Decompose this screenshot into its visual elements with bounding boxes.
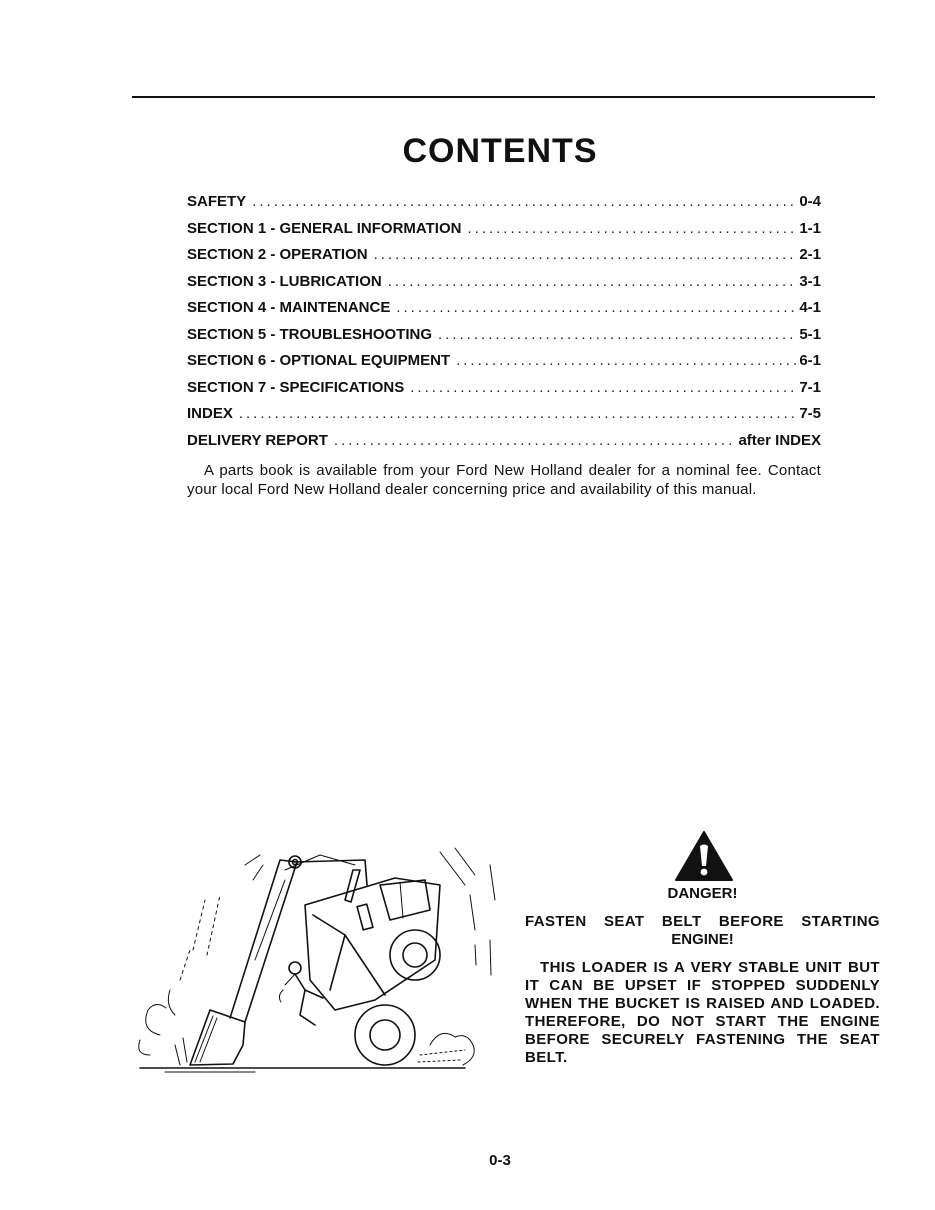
toc-entry-page: 1-1 — [799, 219, 821, 237]
toc-entry-label: SECTION 5 - TROUBLESHOOTING — [187, 325, 433, 343]
toc-entry-page: 4-1 — [799, 299, 821, 316]
toc-leader-dots — [410, 379, 797, 396]
toc-entry-section-1[interactable] — [187, 220, 821, 247]
warning-triangle-icon — [674, 830, 734, 882]
toc-leader-dots — [456, 352, 797, 369]
toc-leader-dots — [396, 299, 797, 316]
toc-entry-label: SECTION 3 - LUBRICATION — [187, 272, 382, 290]
toc-entry-page: 5-1 — [799, 325, 821, 343]
toc-entry-index[interactable] — [187, 405, 821, 432]
toc-entry-page: 0-4 — [799, 193, 821, 210]
toc-entry-section-4[interactable] — [187, 299, 821, 326]
toc-entry-label: SAFETY — [187, 193, 247, 210]
toc-entry-page: after INDEX — [738, 431, 821, 449]
toc-entry-label: DELIVERY REPORT — [187, 431, 328, 449]
toc-leader-dots — [252, 193, 797, 210]
toc-entry-section-5[interactable] — [187, 326, 821, 353]
toc-entry-page: 3-1 — [799, 272, 821, 290]
toc-entry-label: SECTION 1 - GENERAL INFORMATION — [187, 219, 462, 237]
page-title: CONTENTS — [402, 132, 598, 170]
toc-entry-page: 7-1 — [799, 378, 821, 396]
danger-body-text: THIS LOADER IS A VERY STABLE UNIT BUT IT CAN BE UPSET IF STOPPED SUDDENLY WHEN THE BUCKET IS RAISED AND LOADED. THEREFORE, DO NOT START THE ENGINE BEFORE SECURELY FASTENING THE SEAT BELT. — [525, 959, 880, 1066]
toc-entry-section-7[interactable] — [187, 379, 821, 406]
danger-warning — [525, 885, 880, 1067]
toc-entry-label: SECTION 2 - OPERATION — [187, 246, 368, 263]
toc-entry-safety[interactable] — [187, 193, 821, 220]
toc-leader-dots — [374, 246, 798, 263]
toc-leader-dots — [334, 432, 737, 449]
toc-leader-dots — [388, 273, 798, 290]
toc-entry-label: INDEX — [187, 405, 233, 422]
toc-leader-dots — [467, 220, 797, 237]
toc-entry-delivery-report[interactable] — [187, 432, 821, 459]
toc-entry-label: SECTION 6 - OPTIONAL EQUIPMENT — [187, 352, 451, 369]
toc-leader-dots — [438, 326, 797, 343]
toc-entry-label: SECTION 7 - SPECIFICATIONS — [187, 378, 405, 396]
toc-entry-page: 2-1 — [799, 246, 821, 263]
toc-entry-label: SECTION 4 - MAINTENANCE — [187, 299, 391, 316]
tipping-loader-illustration — [135, 840, 500, 1085]
table-of-contents — [187, 193, 821, 458]
toc-entry-section-6[interactable] — [187, 352, 821, 379]
danger-seatbelt-line: FASTEN SEAT BELT BEFORE STARTING — [525, 913, 880, 930]
page-number: 0-3 — [489, 1152, 511, 1169]
toc-entry-page: 6-1 — [799, 352, 821, 369]
toc-entry-section-2[interactable] — [187, 246, 821, 273]
top-rule — [132, 96, 875, 98]
danger-heading: DANGER! — [667, 885, 738, 902]
toc-leader-dots — [239, 405, 797, 422]
toc-entry-section-3[interactable] — [187, 273, 821, 300]
parts-book-note: A parts book is available from your Ford New Holland dealer for a nominal fee. Contact your local Ford New Holland dealer concerning price and availability of this manual. — [187, 462, 821, 498]
danger-seatbelt-line-continued: ENGINE! — [671, 931, 734, 948]
toc-entry-page: 7-5 — [799, 405, 821, 422]
